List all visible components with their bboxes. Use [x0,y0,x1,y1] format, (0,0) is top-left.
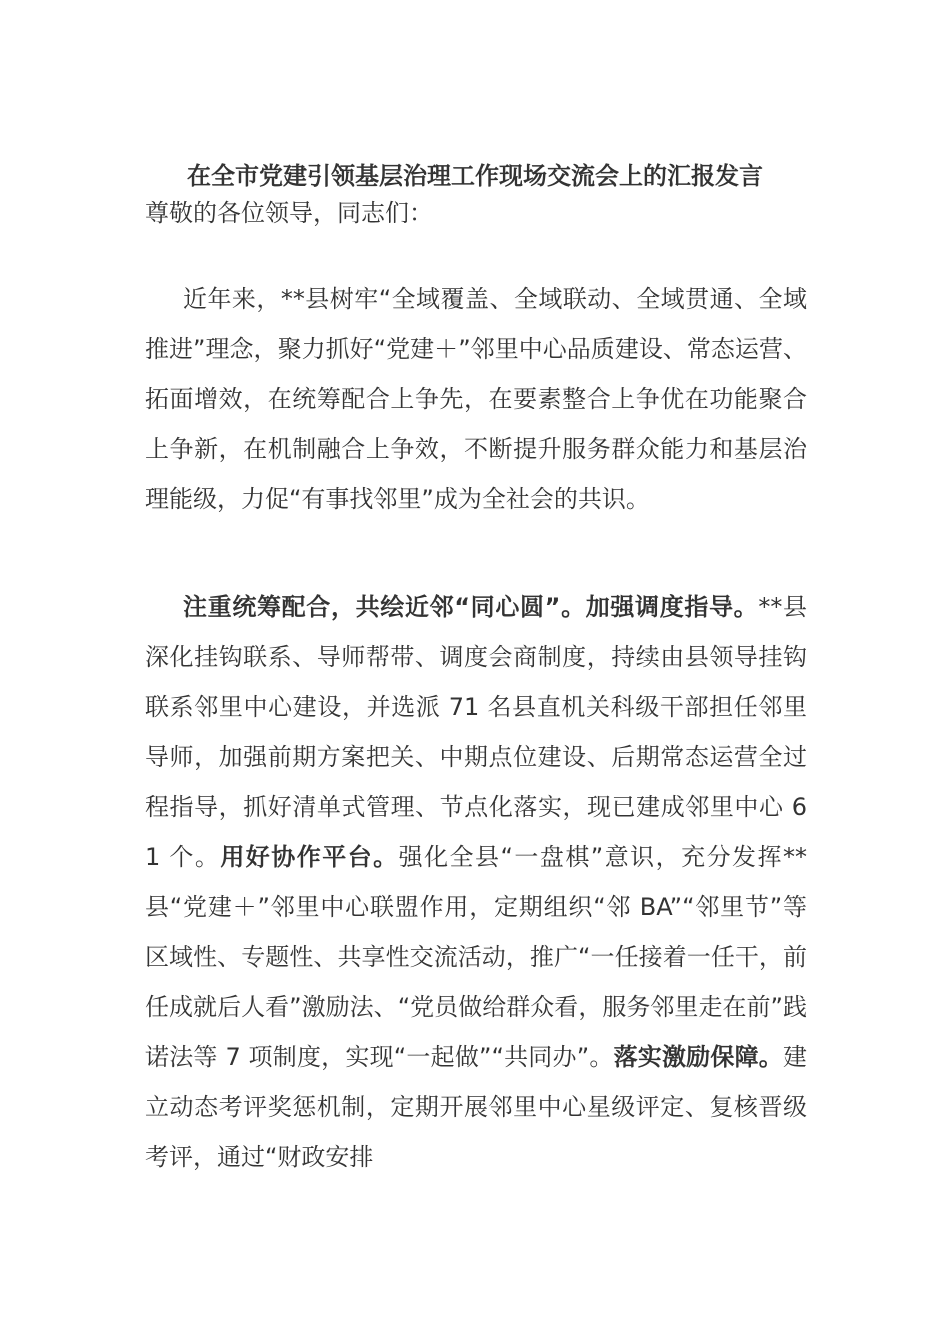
subsection-text-dispatch: **县深化挂钩联系、导师帮带、调度会商制度，持续由县领导挂钩联系邻里中心建设，并选派 71 名县直机关科级干部担任邻里导师，加强前期方案把关、中期点位建设、后期常态运营全过程指导，抓好清单式管理、节点化落实，现已建成邻里中心 61 个。 [145,593,808,871]
subsection-title-incentive: 落实激励保障。 [613,1043,783,1071]
document-title: 在全市党建引领基层治理工作现场交流会上的汇报发言 [187,162,763,190]
paragraph-coordination [145,582,807,1182]
subsection-text-incentive: 建立动态考评奖惩机制，定期开展邻里中心星级评定、复核晋级考评，通过“财政安排 [145,1043,807,1171]
paragraph-intro: 近年来，**县树牢“全域覆盖、全域联动、全域贯通、全域推进”理念，聚力抓好“党建＋”邻里中心品质建设、常态运营、拓面增效，在统筹配合上争先，在要素整合上争优在功能聚合上争新，在机制融合上争效，不断提升服务群众能力和基层治理能级，力促“有事找邻里”成为全社会的共识。 [145,285,807,513]
subsection-title-platform: 用好协作平台。 [220,843,399,871]
subsection-title-dispatch: 加强调度指导。 [585,593,759,621]
section-heading: 注重统筹配合，共绘近邻“同心圆”。 [183,593,586,621]
salutation: 尊敬的各位领导，同志们： [145,199,433,227]
subsection-text-platform: 强化全县“一盘棋”意识，充分发挥**县“党建＋”邻里中心联盟作用，定期组织“邻 BA”“邻里节”等区域性、专题性、共享性交流活动，推广“一任接着一任干，前任成就后人看”激励法、“党员做给群众看，服务邻里走在前”践诺法等 7 项制度，实现“一起做”“共同办”。 [145,843,807,1071]
